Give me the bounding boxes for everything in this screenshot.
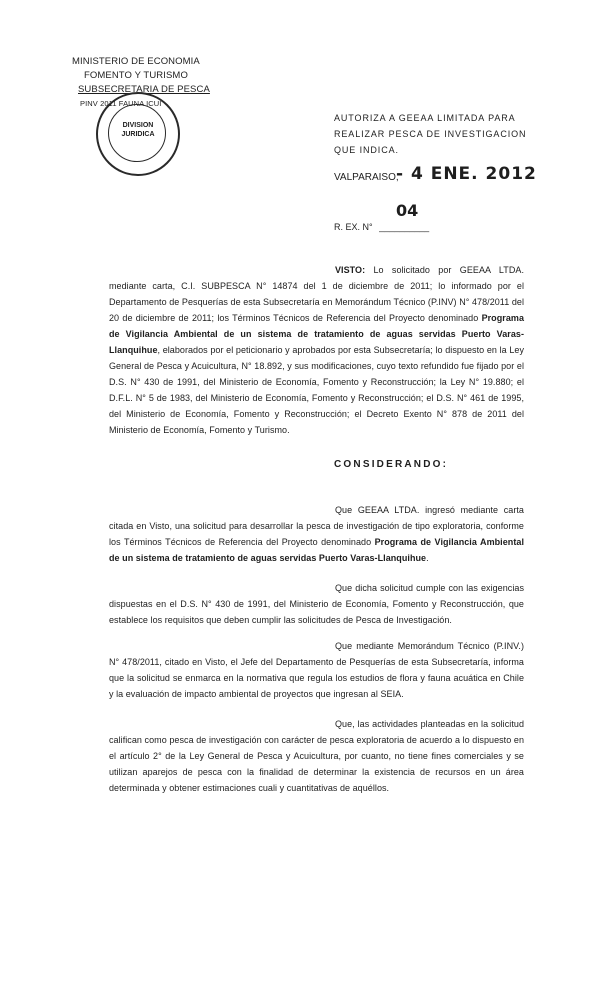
visto-project-name: Programa de Vigilancia Ambiental de un sistema de tratamiento de aguas servidas Puerto Varas-Llanquihue: [109, 313, 524, 355]
place-label: VALPARAISO,: [334, 172, 399, 183]
considerando-1-text: Que GEEAA LTDA. ingresó mediante carta citada en Visto, una solicitud para desarrollar la pesca de investigación de tipo exploratoria, conforme los Términos Técnicos de Referencia del Proyecto denominado: [109, 505, 524, 547]
document-subject: AUTORIZA A GEEAA LIMITADA PARA REALIZAR PESCA DE INVESTIGACION QUE INDICA.: [334, 113, 527, 155]
resolution-label-text: R. EX. N°: [334, 222, 373, 232]
date-stamp: - 4 ENE. 2012: [396, 164, 537, 184]
visto-text-2: , elaborados por el peticionario y aprobados por esta Subsecretaría; lo dispuesto en la Ley General de Pesca y Acuicultura, N° 18.892, y sus modificaciones, cuyo texto refundido fue fijado por el D.S. N° 430 de 1991, del Ministerio de Economía, Fomento y Reconstrucción; la Ley N° 19.880; el D.F.L. N° 5 de 1983, del Ministerio de Economía, Fomento y Reconstrucción; el D.S. N° 461 de 1995, del Ministerio de Economía, Fomento y Reconstrucción; el Decreto Exento N° 878 de 2011 del Ministerio de Economía, Fomento y Turismo.: [109, 345, 524, 435]
resolution-blank: __________: [379, 222, 430, 232]
visto-label: VISTO:: [335, 265, 366, 275]
visto-text-1: Lo solicitado por GEEAA LTDA. mediante carta, C.I. SUBPESCA N° 14874 del 1 de diciembre de 2011; lo informado por el Departamento de Pesquerías de esta Subsecretaría en Memorándum Técnico (P.INV) N° 478/2011 del 20 de diciembre de 2011; los Términos Técnicos de Referencia del Proyecto denominado: [109, 265, 524, 323]
subsecretaria-name: SUBSECRETARIA DE PESCA: [78, 84, 210, 95]
considerando-paragraph-3: Que mediante Memorándum Técnico (P.INV.) N° 478/2011, citado en Visto, el Jefe del Departamento de Pesquerías de esta Subsecretaría, informa que la solicitud se enmarca en la normativa que regula los estudios de flora y fauna acuática en Chile y la evaluación de impacto ambiental de proyectos que ingresan al SEIA.: [109, 641, 524, 699]
considerando-title: CONSIDERANDO:: [334, 459, 449, 470]
considerando-1-project-name: Programa de Vigilancia Ambiental de un sistema de tratamiento de aguas servidas Puerto Varas-Llanquihue: [109, 537, 524, 563]
resolution-label: [334, 222, 429, 232]
division-stamp: [96, 92, 180, 176]
resolution-number: 04: [396, 201, 419, 220]
stamp-line-2: JURIDICA: [121, 131, 155, 138]
ministry-name: MINISTERIO DE ECONOMIA: [72, 56, 200, 67]
considerando-paragraph-1: [109, 502, 524, 566]
document-reference: PINV 2011 FAUNA ICUI: [80, 99, 162, 108]
considerando-1-end: .: [426, 553, 429, 563]
considerando-paragraph-4: Que, las actividades planteadas en la solicitud califican como pesca de investigación con carácter de pesca exploratoria de acuerdo a lo dispuesto en el artículo 2° de la Ley General de Pesca y Acuicultura, por cuanto, no tiene fines comerciales y se utilizan aparejos de pesca con la finalidad de determinar la existencia de recursos en un área determinada y obtener estimaciones cuali y cuantitativas de aquéllos.: [109, 719, 524, 793]
considerando-paragraph-2: Que dicha solicitud cumple con las exigencias dispuestas en el D.S. N° 430 de 1991, del Ministerio de Economía, Fomento y Reconstrucción, que establece los requisitos que deben cumplir las solicitudes de Pesca de Investigación.: [109, 583, 524, 625]
stamp-line-1: DIVISION: [122, 122, 154, 129]
ministry-subtitle: FOMENTO Y TURISMO: [84, 70, 188, 81]
visto-paragraph: [109, 262, 524, 438]
